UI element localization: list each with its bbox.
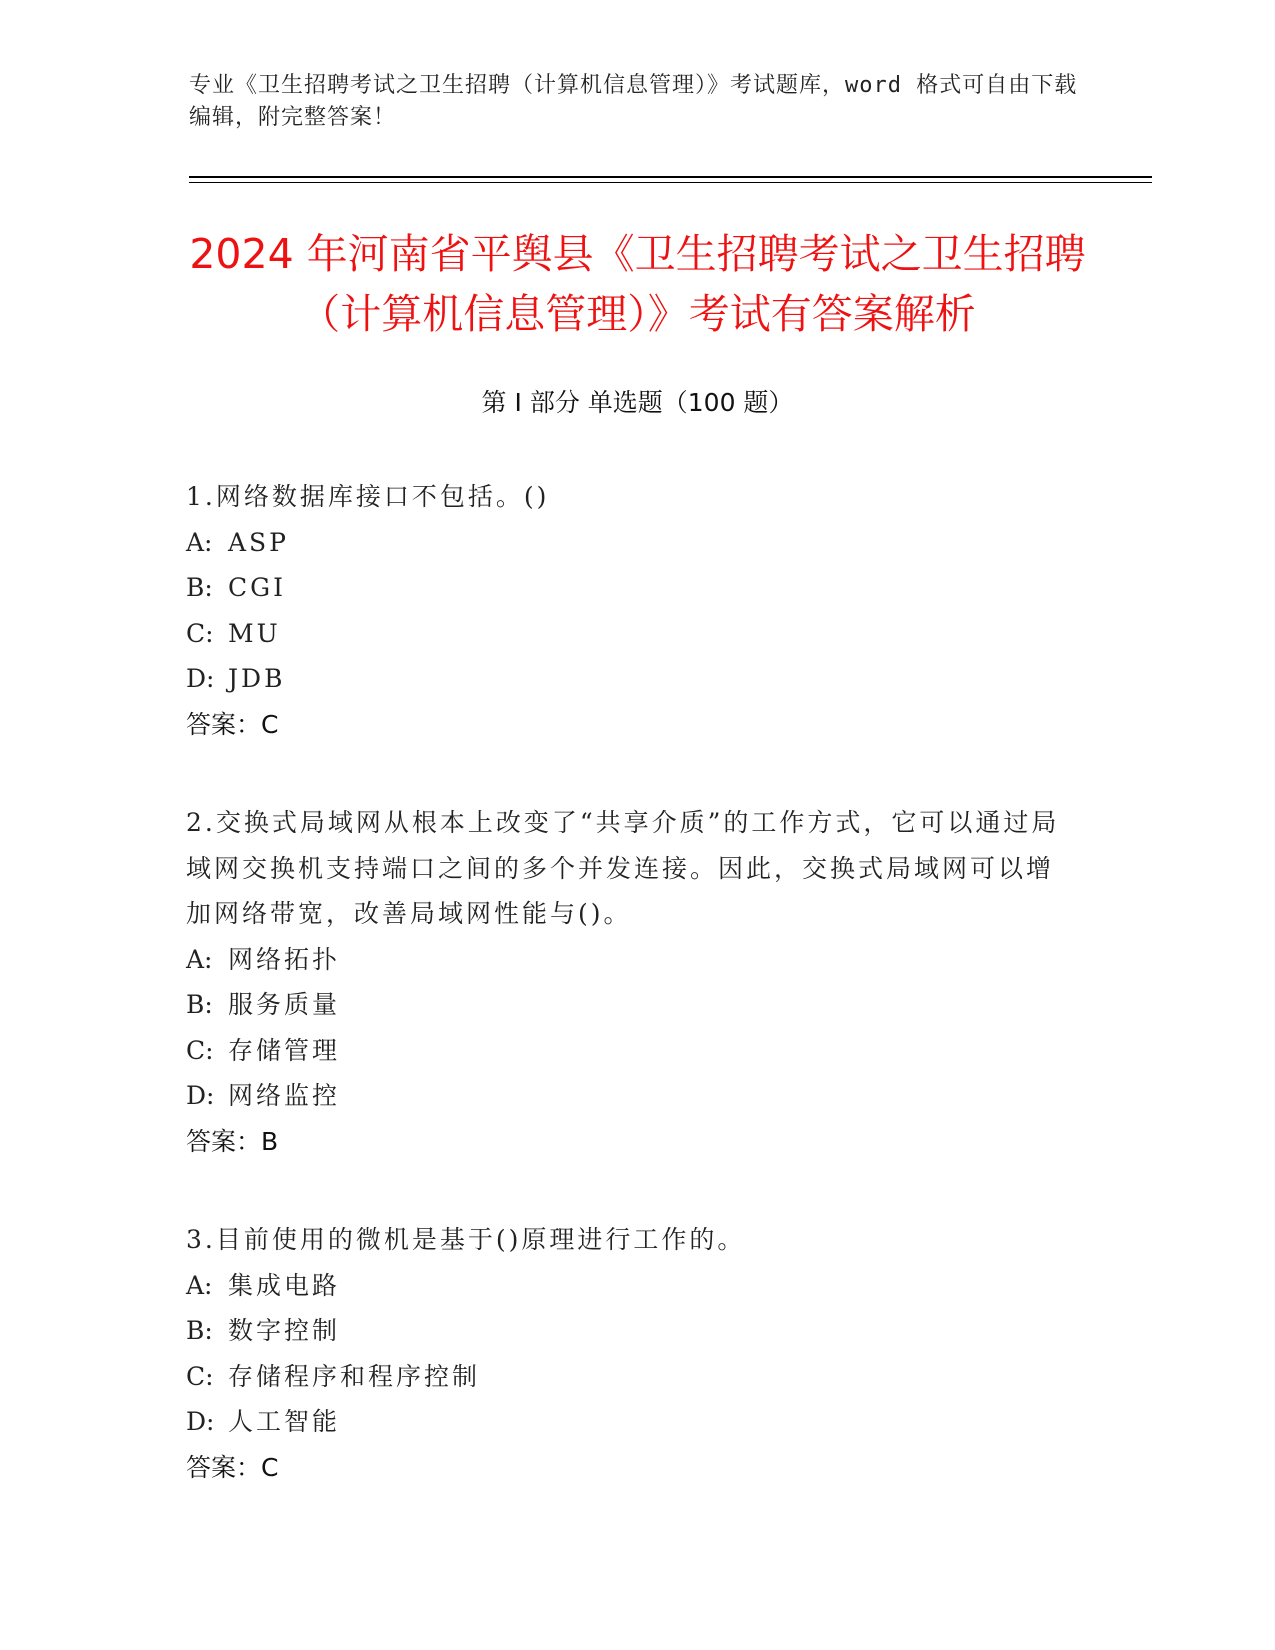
option-letter: A: xyxy=(186,1270,213,1300)
document-title: 2024 年河南省平舆县《卫生招聘考试之卫生招聘（计算机信息管理）》考试有答案解析 xyxy=(189,230,1086,338)
option-a xyxy=(186,520,1066,566)
answer-label: 答案： xyxy=(186,1452,262,1482)
header-divider-thick xyxy=(189,176,1152,178)
option-b xyxy=(186,982,1066,1028)
option-letter: A: xyxy=(186,944,213,974)
option-c xyxy=(186,1354,1066,1400)
header-divider-thin xyxy=(189,182,1152,183)
answer-line xyxy=(186,1445,1066,1491)
option-letter: B: xyxy=(186,990,213,1019)
option-text: CGI xyxy=(228,573,286,602)
answer-label: 答案： xyxy=(186,709,262,739)
option-letter: B: xyxy=(186,573,213,602)
option-letter: C: xyxy=(186,618,214,648)
section-title: 第 I 部分 单选题（100 题） xyxy=(481,388,794,417)
option-d xyxy=(186,1399,1066,1445)
option-c xyxy=(186,611,1066,657)
answer-value: C xyxy=(261,1452,279,1482)
question-2 xyxy=(186,800,1066,1164)
question-3 xyxy=(186,1217,1066,1490)
option-text: ASP xyxy=(228,527,290,557)
option-text: 服务质量 xyxy=(228,990,341,1019)
option-text: MU xyxy=(228,618,281,648)
option-letter: D: xyxy=(186,1407,215,1436)
option-letter: D: xyxy=(186,664,215,693)
option-letter: C: xyxy=(186,1035,214,1065)
answer-value: B xyxy=(261,1126,279,1156)
option-text: 集成电路 xyxy=(228,1270,341,1300)
option-c xyxy=(186,1028,1066,1074)
question-list xyxy=(186,474,1066,1543)
question-1 xyxy=(186,474,1066,747)
option-a xyxy=(186,937,1066,983)
option-letter: B: xyxy=(186,1316,213,1345)
question-text: 3.目前使用的微机是基于()原理进行工作的。 xyxy=(186,1225,746,1254)
option-d xyxy=(186,656,1066,702)
option-b xyxy=(186,565,1066,611)
option-text: 网络监控 xyxy=(228,1081,341,1110)
option-text: 数字控制 xyxy=(228,1316,341,1345)
header-note: 专业《卫生招聘考试之卫生招聘（计算机信息管理）》考试题库，word 格式可自由下载编辑，附完整答案！ xyxy=(189,73,1078,130)
answer-line xyxy=(186,1119,1066,1165)
option-text: 存储程序和程序控制 xyxy=(228,1361,481,1391)
answer-value: C xyxy=(261,709,279,739)
option-letter: C: xyxy=(186,1361,214,1391)
option-text: 网络拓扑 xyxy=(228,944,341,974)
question-text: 1.网络数据库接口不包括。() xyxy=(186,482,550,511)
question-text: 2.交换式局域网从根本上改变了“共享介质”的工作方式，它可以通过局域网交换机支持端口之间的多个并发连接。因此，交换式局域网可以增加网络带宽，改善局域网性能与()。 xyxy=(186,808,1060,928)
option-text: 存储管理 xyxy=(228,1035,341,1065)
answer-line xyxy=(186,702,1066,748)
option-b xyxy=(186,1308,1066,1354)
option-a xyxy=(186,1263,1066,1309)
option-letter: D: xyxy=(186,1081,215,1110)
option-text: JDB xyxy=(228,664,286,693)
option-letter: A: xyxy=(186,527,213,557)
option-d xyxy=(186,1073,1066,1119)
answer-label: 答案： xyxy=(186,1126,262,1156)
option-text: 人工智能 xyxy=(228,1407,341,1436)
